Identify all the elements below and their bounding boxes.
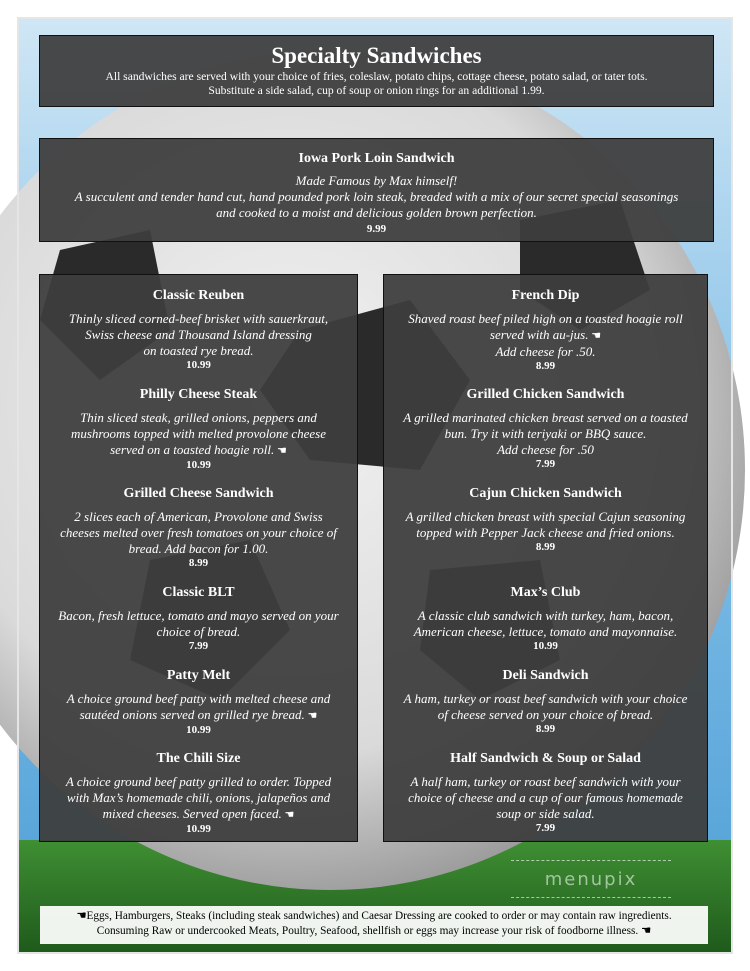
- menu-item-price: 8.99: [535, 541, 556, 553]
- menu-item-name: French Dip: [511, 288, 580, 303]
- menu-item-description: [40, 691, 357, 724]
- menu-item-name: Classic Reuben: [152, 288, 245, 303]
- menu-item-description-line: Add cheese for .50: [497, 442, 594, 457]
- warning-line-2: Consuming Raw or undercooked Meats, Poultry, Seafood, shellfish or eggs may increase your risk of foodborne illness. ☚: [96, 925, 652, 937]
- menu-item-name: Grilled Cheese Sandwich: [123, 486, 274, 501]
- menu-item-description: [40, 509, 357, 557]
- pointing-hand-icon: ☚: [76, 910, 87, 922]
- featured-item-price: 9.99: [366, 223, 387, 235]
- menu-item: [384, 584, 707, 653]
- menu-item-description-line: served on a toasted hoagie roll.: [110, 442, 275, 457]
- menu-column-left: [39, 274, 358, 842]
- menu-item-name: Deli Sandwich: [502, 668, 589, 683]
- menu-item-price: 8.99: [535, 723, 556, 735]
- pointing-hand-icon: ☚: [281, 809, 295, 821]
- menu-item-description-line: with Max’s homemade chili, onions, jalapeños and: [66, 790, 331, 805]
- menu-item-description-line: A grilled chicken breast with special Cajun seasoning: [405, 509, 686, 524]
- menu-item-name: Grilled Chicken Sandwich: [466, 387, 625, 402]
- warning-line-1: ☚Eggs, Hamburgers, Steaks (including steak sandwiches) and Caesar Dressing are cooked to order or may contain raw ingredients.: [76, 910, 672, 922]
- pointing-hand-icon: ☚: [274, 445, 287, 457]
- menu-item-description: [384, 608, 707, 640]
- menu-item-description-line: of cheese served on your choice of bread.: [437, 707, 654, 722]
- menu-item-price: 10.99: [186, 724, 211, 736]
- menu-item-description-line: Thinly sliced corned-beef brisket with sauerkraut,: [68, 311, 329, 326]
- menu-item-price: 10.99: [186, 459, 211, 471]
- menu-item-price: 8.99: [535, 360, 556, 372]
- menu-item-description: [40, 774, 357, 823]
- menu-item-description-line: served with au-jus.: [489, 327, 589, 342]
- menu-item-description-line: on toasted rye bread.: [143, 343, 254, 358]
- menu-item: [384, 750, 707, 835]
- menu-item: [384, 287, 707, 373]
- menu-item-description: [384, 774, 707, 822]
- menu-item-description-line: Add cheese for .50.: [495, 344, 596, 359]
- menu-item-description-line: soup or side salad.: [496, 806, 595, 821]
- page-title: Specialty Sandwiches: [271, 43, 482, 68]
- menu-item-description-line: cheeses melted over fresh tomatoes on your choice of: [60, 525, 337, 540]
- menu-item-description-line: A classic club sandwich with turkey, ham, bacon,: [417, 608, 674, 623]
- menu-item-description: [40, 410, 357, 459]
- raw-food-warning: [40, 906, 708, 944]
- menu-item-price: 10.99: [186, 359, 211, 371]
- menu-item-description: [40, 311, 357, 359]
- menu-item-name: Patty Melt: [166, 668, 231, 683]
- menu-item-description-line: Bacon, fresh lettuce, tomato and mayo served on your: [58, 608, 339, 623]
- pointing-hand-icon: ☚: [304, 710, 318, 722]
- featured-item-description-cont: and cooked to a moist and delicious golden brown perfection.: [216, 205, 537, 220]
- featured-item-panel: [39, 138, 714, 242]
- menu-item-price: 7.99: [188, 640, 209, 652]
- menu-item-description-line: 2 slices each of American, Provolone and Swiss: [74, 509, 323, 524]
- menu-item-name: The Chili Size: [156, 751, 241, 766]
- pointing-hand-icon: ☚: [588, 330, 602, 342]
- menu-item-description-line: Shaved roast beef piled high on a toasted hoagie roll: [408, 311, 683, 326]
- menu-item-price: 8.99: [188, 557, 209, 569]
- menu-item-description-line: bun. Try it with teriyaki or BBQ sauce.: [444, 426, 647, 441]
- menu-item-price: 7.99: [535, 822, 556, 834]
- menu-item: [40, 485, 357, 570]
- pointing-hand-icon: ☚: [641, 925, 652, 937]
- menu-item: [384, 667, 707, 736]
- menu-item-description-line: A ham, turkey or roast beef sandwich with your choice: [403, 691, 688, 706]
- menu-item-price: 10.99: [186, 823, 211, 835]
- menu-item-name: Max’s Club: [510, 585, 581, 600]
- menu-item-name: Classic BLT: [162, 585, 235, 600]
- menu-item-description: [384, 691, 707, 723]
- menu-item: [384, 485, 707, 554]
- menu-item-description: [384, 509, 707, 541]
- menu-item: [40, 667, 357, 737]
- menu-item: [384, 386, 707, 471]
- menu-item-description-line: American cheese, lettuce, tomato and mayonnaise.: [413, 624, 678, 639]
- menu-item-description-line: Swiss cheese and Thousand Island dressing: [85, 327, 312, 342]
- menu-item-description: [384, 410, 707, 458]
- menu-item-description-line: choice of cheese and a cup of our famous homemade: [408, 790, 683, 805]
- menu-item-name: Cajun Chicken Sandwich: [469, 486, 622, 501]
- menu-item: [40, 287, 357, 372]
- menu-item: [40, 584, 357, 653]
- menu-item: [40, 386, 357, 472]
- menu-item-price: 7.99: [535, 458, 556, 470]
- menu-item-description: [40, 608, 357, 640]
- menu-item-price: 10.99: [533, 640, 558, 652]
- menu-item-description-line: sautéed onions served on grilled rye bread.: [79, 707, 305, 722]
- menupix-watermark: menupix: [511, 860, 671, 898]
- header-substitute-note: Substitute a side salad, cup of soup or onion rings for an additional 1.99.: [208, 84, 545, 97]
- menu-column-right: [383, 274, 708, 842]
- menu-item: [40, 750, 357, 836]
- featured-item-tagline: Made Famous by Max himself!: [295, 173, 458, 188]
- menu-item-description-line: A choice ground beef patty with melted cheese and: [66, 691, 331, 706]
- menu-item-description-line: mixed cheeses. Served open faced.: [102, 806, 282, 821]
- menu-item-name: Half Sandwich & Soup or Salad: [450, 751, 641, 766]
- menu-item-description-line: A choice ground beef patty grilled to order. Topped: [65, 774, 332, 789]
- menu-item-description-line: A half ham, turkey or roast beef sandwich with your: [410, 774, 681, 789]
- menu-item-name: Philly Cheese Steak: [139, 387, 258, 402]
- menu-item-description: [384, 311, 707, 360]
- header-panel: [39, 35, 714, 107]
- featured-item-name: Iowa Pork Loin Sandwich: [298, 151, 455, 166]
- header-sides-note: All sandwiches are served with your choice of fries, coleslaw, potato chips, cottage cheese, potato salad, or tater tots.: [105, 70, 648, 83]
- menu-item-description-line: bread. Add bacon for 1.00.: [128, 541, 269, 556]
- menu-item-description-line: A grilled marinated chicken breast served on a toasted: [403, 410, 688, 425]
- menu-item-description-line: mushrooms topped with melted provolone cheese: [70, 426, 327, 441]
- menu-item-description-line: topped with Pepper Jack cheese and fried onions.: [416, 525, 675, 540]
- featured-item-description: A succulent and tender hand cut, hand pounded pork loin steak, breaded with a mix of our secret special seasonings: [74, 189, 679, 204]
- menu-item-description-line: Thin sliced steak, grilled onions, peppers and: [80, 410, 317, 425]
- menu-item-description-line: choice of bread.: [156, 624, 241, 639]
